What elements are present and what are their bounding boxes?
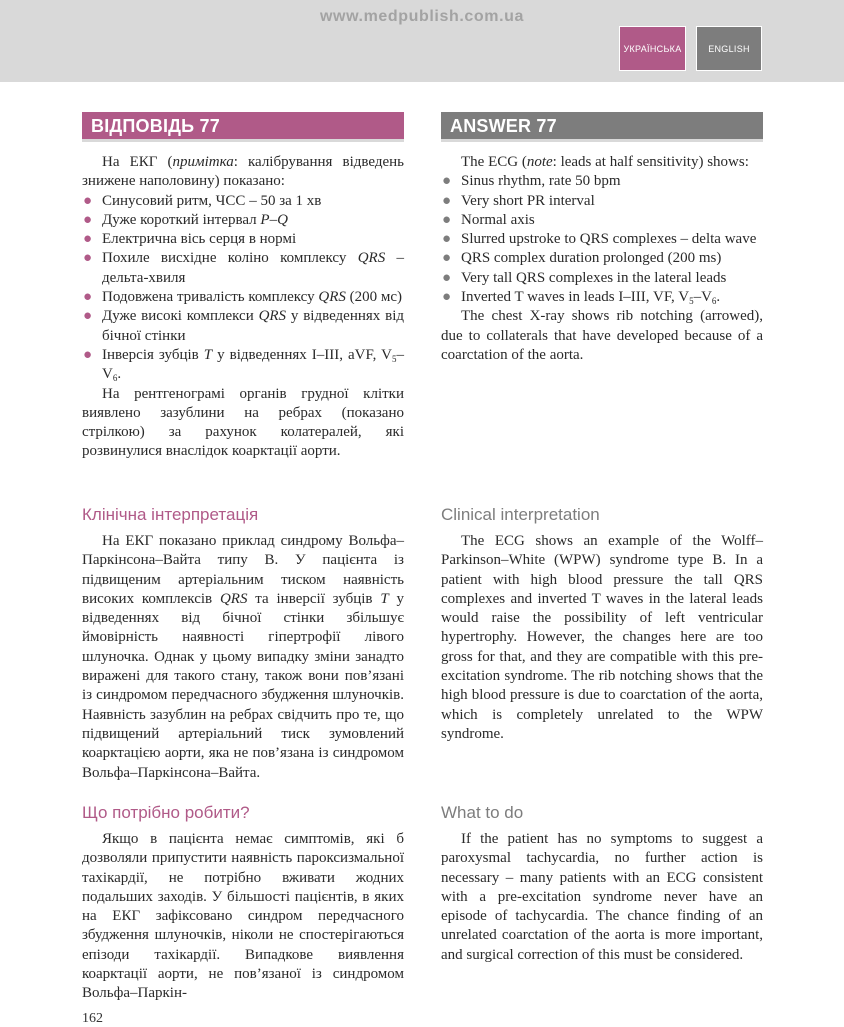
clinical-paragraph-en: The ECG shows an example of the Wolff–Parkinson–White (WPW) syndrome type B. In a patient with high blood pressure the tall QRS complexes and inverted T waves in the lateral leads would raise the possibility of left ventricular hypertrophy. However, the changes here are too gross for that, and they are compatible with this pre-excitation syndrome. The rib notching shows that the high blood pressure is due to coarctation of the aorta, which is completely unrelated to the WPW syndrome. xyxy=(441,533,763,742)
list-item: ● Подовжена тривалість комплексу QRS (200 мс) xyxy=(82,288,404,307)
bullet-icon: ● xyxy=(83,250,93,267)
todo-section-en xyxy=(441,830,763,965)
todo-heading-uk: Що потрібно робити? xyxy=(82,803,250,822)
tab-ukrainian[interactable]: УКРАЇНСЬКА xyxy=(619,26,686,71)
bullet-icon: ● xyxy=(83,231,93,248)
list-item: ● Very short PR interval xyxy=(441,192,763,211)
bullet-icon: ● xyxy=(83,308,93,325)
list-item: ● Похиле висхідне коліно комплексу QRS – дельта-хвиля xyxy=(83,250,405,286)
todo-heading-en: What to do xyxy=(441,803,524,822)
list-item: ● Синусовий ритм, ЧСС – 50 за 1 хв xyxy=(82,192,404,211)
list-item: ● Дуже високі комплекси QRS у відведеннях від бічної стінки xyxy=(83,308,404,344)
xray-paragraph-uk: На рентгенограмі органів грудної клітки виявлено зазублини на ребрах (показано стрілкою) за рахунок колатералей, які розвинулися внаслідок коарктації аорти. xyxy=(82,385,404,460)
english-column xyxy=(441,112,763,365)
list-item: ● Normal axis xyxy=(441,211,763,230)
bullet-icon: ● xyxy=(83,211,93,228)
bullet-icon: ● xyxy=(442,211,452,228)
bullet-icon: ● xyxy=(83,289,93,306)
bullet-icon: ● xyxy=(83,346,93,363)
list-item: ● Inverted T waves in leads I–III, VF, $V_5-V_6$. xyxy=(442,289,721,307)
bullet-icon: ● xyxy=(442,250,452,267)
todo-section-uk xyxy=(82,830,404,1004)
bullet-icon: ● xyxy=(442,173,452,190)
intro-paragraph-uk: На ЕКГ (примітка: калібрування відведень знижене наполовину) показано: xyxy=(82,154,404,190)
intro-paragraph-en: The ECG (note: leads at half sensitivity) shows: xyxy=(461,154,749,170)
ukrainian-column xyxy=(82,112,404,462)
list-item: ● Інверсія зубців T у відведеннях I–III, aVF, $V_5-V_6$. xyxy=(83,346,404,384)
clinical-section-en xyxy=(441,532,763,744)
todo-paragraph-en: If the patient has no symptoms to suggest a paroxysmal tachycardia, no further action is necessary – many patients with an ECG consistent with a pre-excitation syndrome never have an episode of tachycardia. The chance finding of an unrelated coarctation of the aorta is more important, and surgical correction of this must be considered. xyxy=(441,831,763,963)
bullet-icon: ● xyxy=(442,289,452,306)
clinical-section-uk xyxy=(82,532,404,783)
list-item: ● Електрична вісь серця в нормі xyxy=(82,230,404,249)
page-number: 162 xyxy=(82,1011,103,1026)
clinical-heading-en: Clinical interpretation xyxy=(441,505,600,524)
list-item: ● Sinus rhythm, rate 50 bpm xyxy=(441,172,763,191)
answer-heading-en: ANSWER 77 xyxy=(441,112,763,142)
site-url: www.medpublish.com.ua xyxy=(319,8,525,25)
xray-paragraph-en: The chest X-ray shows rib notching (arrowed), due to collaterals that have developed because of a coarctation of the aorta. xyxy=(441,308,763,363)
bullet-icon: ● xyxy=(442,231,452,248)
findings-list-en xyxy=(441,172,763,307)
list-item: ● Very tall QRS complexes in the lateral leads xyxy=(441,269,763,288)
top-bar xyxy=(0,0,844,82)
clinical-paragraph-uk: На ЕКГ показано приклад синдрому Вольфа–Паркінсона–Вайта типу B. У пацієнта із підвищеним артеріальним тиском наявність високих комплексів QRS та інверсії зубців T у відведеннях від бічної стінки збільшує ймовірність наявності гіпертрофії лівого шлуночка. Однак у цьому випадку зміни занадто виражені для такого стану, також вони пов’язані із синдромом передчасного збудження шлуночків. Наявність зазублин на ребрах свідчить про те, що підвищений артеріальний тиск зумовлений коарктацією аорти, яка не пов’язана із синдромом Вольфа–Паркінсона–Вайта. xyxy=(82,533,405,781)
list-item: ● QRS complex duration prolonged (200 ms) xyxy=(441,249,763,268)
findings-list-uk xyxy=(82,192,404,385)
list-item: ● Дуже короткий інтервал P–Q xyxy=(82,211,404,230)
bullet-icon: ● xyxy=(442,269,452,286)
tab-english[interactable]: ENGLISH xyxy=(696,26,762,71)
bullet-icon: ● xyxy=(442,192,452,209)
list-item: ● Slurred upstroke to QRS complexes – delta wave xyxy=(441,230,763,249)
bullet-icon: ● xyxy=(83,192,93,209)
clinical-heading-uk: Клінічна інтерпретація xyxy=(82,505,259,524)
todo-paragraph-uk: Якщо в пацієнта немає симптомів, які б дозволяли припустити наявність пароксизмальної тахікардії, не потрібно вживати жодних подальших заходів. У більшості пацієнтів, в яких на ЕКГ зафіксовано синдром передчасного збудження шлуночків, ніколи не спостерігаються епізоди тахікардії. Випадкове виявлення коарктації аорти, не пов’язаної із синдромом Вольфа–Паркін- xyxy=(82,831,404,1002)
answer-heading-uk: ВІДПОВІДЬ 77 xyxy=(82,112,404,142)
